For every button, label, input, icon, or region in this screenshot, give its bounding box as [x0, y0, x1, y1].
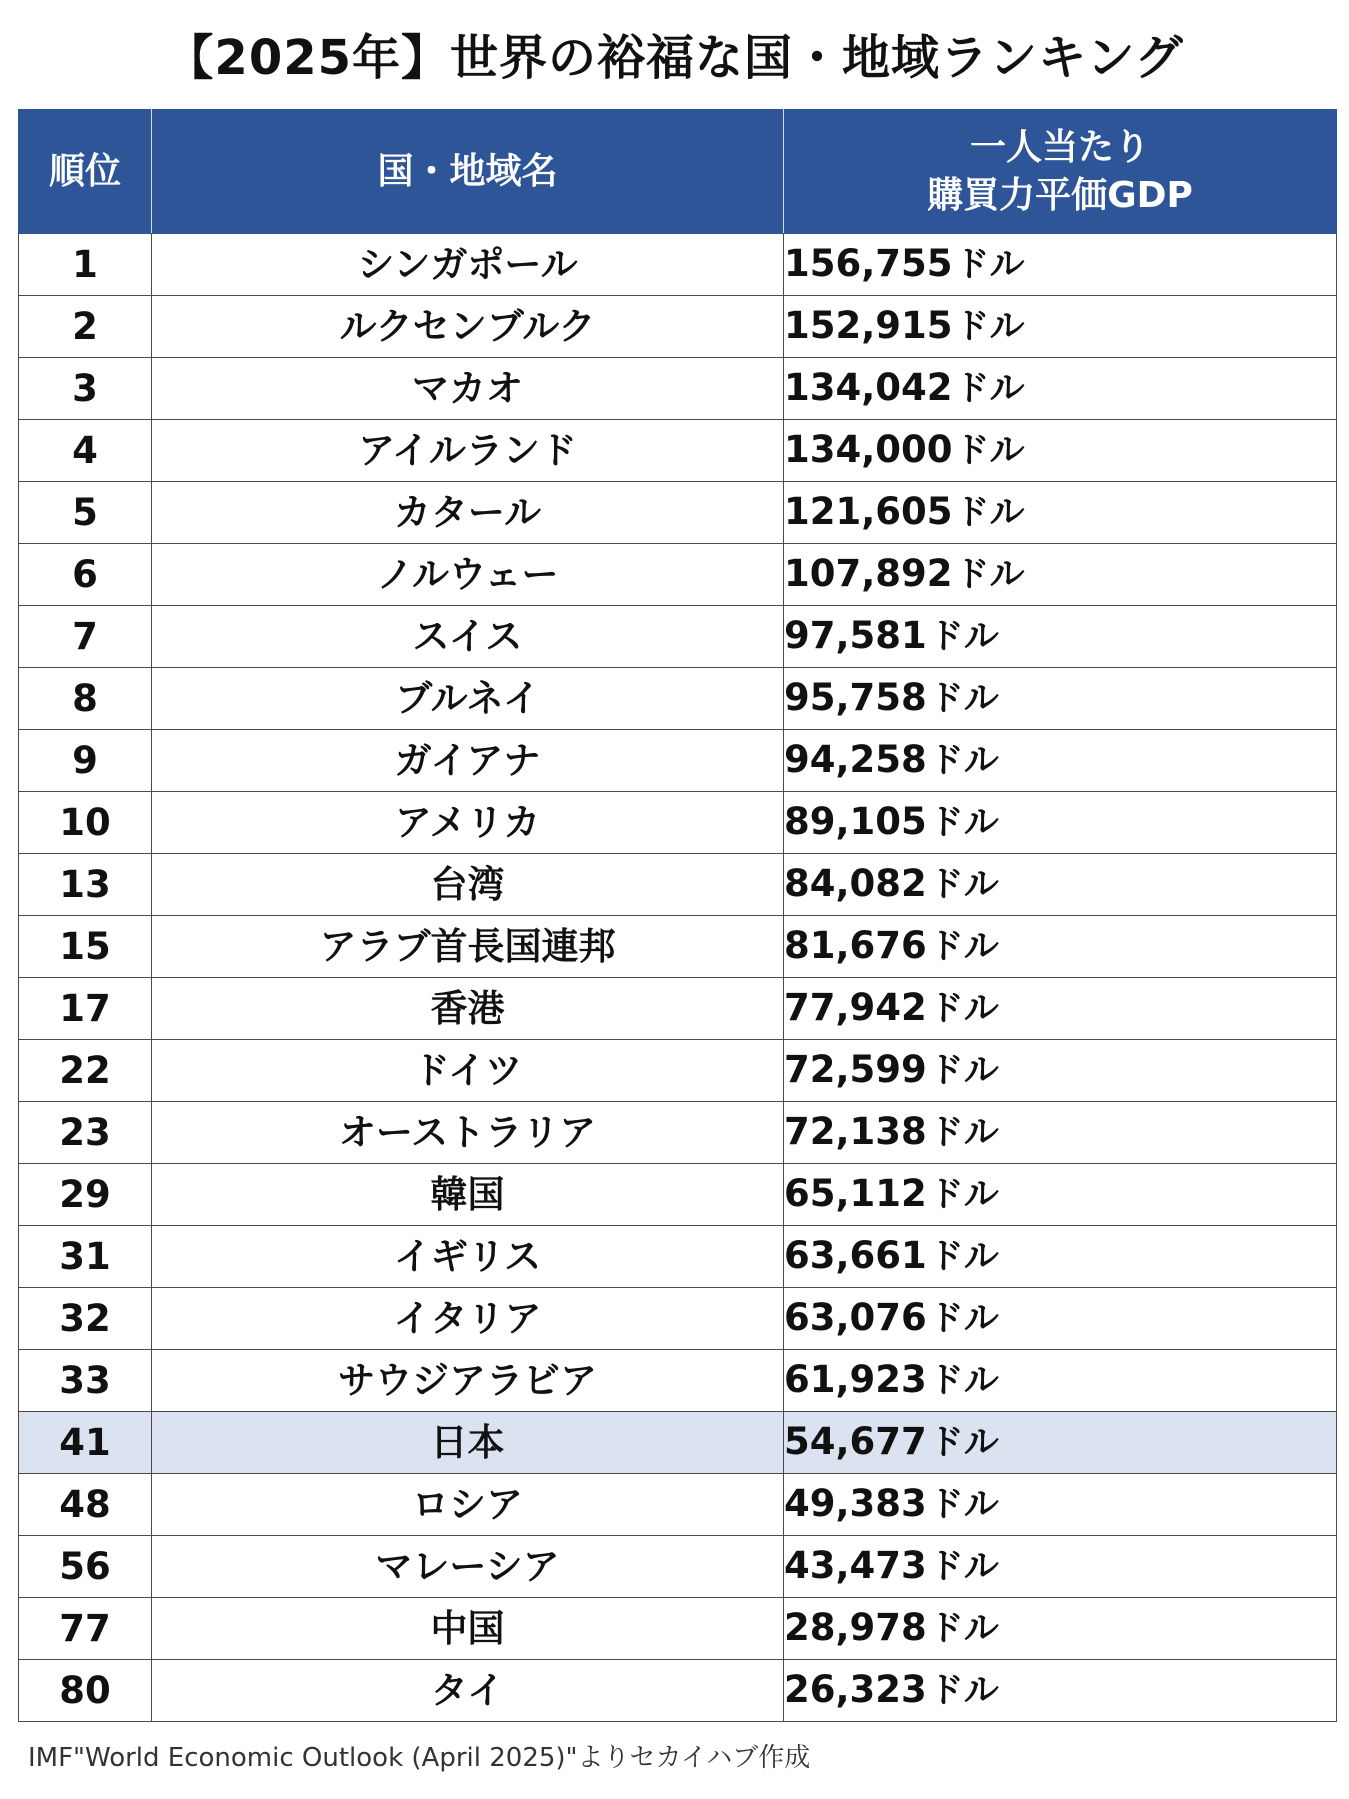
gdp-unit: ドル	[954, 245, 1025, 285]
gdp-cell	[784, 978, 1337, 1040]
gdp-unit: ドル	[928, 679, 999, 719]
table-row	[19, 1474, 1337, 1536]
gdp-value: 26,323	[784, 1668, 927, 1711]
gdp-cell	[784, 1412, 1337, 1474]
table-row	[19, 916, 1337, 978]
gdp-value: 49,383	[784, 1482, 927, 1525]
country-name-cell: 韓国	[152, 1164, 784, 1226]
gdp-cell	[784, 296, 1337, 358]
table-row	[19, 730, 1337, 792]
rank-cell: 10	[19, 792, 152, 854]
country-name-cell: ロシア	[152, 1474, 784, 1536]
rank-cell: 17	[19, 978, 152, 1040]
gdp-unit: ドル	[928, 741, 999, 781]
rank-cell: 13	[19, 854, 152, 916]
gdp-value: 63,076	[784, 1296, 927, 1339]
gdp-cell	[784, 1536, 1337, 1598]
rank-cell: 3	[19, 358, 152, 420]
table-row	[19, 668, 1337, 730]
rank-cell: 2	[19, 296, 152, 358]
gdp-unit: ドル	[954, 307, 1025, 347]
table-row	[19, 1040, 1337, 1102]
header-country: 国・地域名	[152, 110, 784, 234]
table-row	[19, 420, 1337, 482]
country-name-cell: ガイアナ	[152, 730, 784, 792]
table-row	[19, 358, 1337, 420]
gdp-value: 65,112	[784, 1172, 927, 1215]
country-name-cell: イギリス	[152, 1226, 784, 1288]
gdp-cell	[784, 854, 1337, 916]
gdp-unit: ドル	[954, 431, 1025, 471]
rank-cell: 23	[19, 1102, 152, 1164]
rank-cell: 41	[19, 1412, 152, 1474]
table-row	[19, 1226, 1337, 1288]
gdp-unit: ドル	[928, 989, 999, 1029]
table-row	[19, 1288, 1337, 1350]
rank-cell: 9	[19, 730, 152, 792]
ranking-table	[18, 109, 1337, 1722]
gdp-unit: ドル	[928, 803, 999, 843]
page-title: 【2025年】世界の裕福な国・地域ランキング	[165, 30, 1184, 86]
gdp-value: 54,677	[784, 1420, 927, 1463]
gdp-cell	[784, 606, 1337, 668]
header-rank: 順位	[19, 110, 152, 234]
gdp-unit: ドル	[928, 1113, 999, 1153]
gdp-value: 89,105	[784, 800, 927, 843]
country-name-cell: 香港	[152, 978, 784, 1040]
gdp-value: 43,473	[784, 1544, 927, 1587]
gdp-value: 107,892	[784, 552, 953, 595]
gdp-cell	[784, 358, 1337, 420]
country-name-cell: アメリカ	[152, 792, 784, 854]
gdp-value: 72,138	[784, 1110, 927, 1153]
gdp-unit: ドル	[928, 1361, 999, 1401]
gdp-value: 97,581	[784, 614, 927, 657]
country-name-cell: 日本	[152, 1412, 784, 1474]
gdp-value: 134,000	[784, 428, 953, 471]
table-row	[19, 978, 1337, 1040]
gdp-value: 77,942	[784, 986, 927, 1029]
rank-cell: 33	[19, 1350, 152, 1412]
rank-cell: 32	[19, 1288, 152, 1350]
table-row	[19, 482, 1337, 544]
gdp-unit: ドル	[954, 493, 1025, 533]
gdp-unit: ドル	[928, 1299, 999, 1339]
header-gdp	[784, 110, 1337, 234]
country-name-cell: ドイツ	[152, 1040, 784, 1102]
gdp-unit: ドル	[928, 1671, 999, 1711]
gdp-unit: ドル	[928, 617, 999, 657]
gdp-value: 28,978	[784, 1606, 927, 1649]
gdp-value: 95,758	[784, 676, 927, 719]
gdp-unit: ドル	[928, 1175, 999, 1215]
gdp-cell	[784, 792, 1337, 854]
rank-cell: 1	[19, 234, 152, 296]
gdp-value: 81,676	[784, 924, 927, 967]
gdp-unit: ドル	[954, 369, 1025, 409]
gdp-cell	[784, 1660, 1337, 1722]
country-name-cell: タイ	[152, 1660, 784, 1722]
country-name-cell: アイルランド	[152, 420, 784, 482]
gdp-cell	[784, 1164, 1337, 1226]
rank-cell: 6	[19, 544, 152, 606]
gdp-unit: ドル	[928, 1237, 999, 1277]
country-name-cell: ブルネイ	[152, 668, 784, 730]
rank-cell: 4	[19, 420, 152, 482]
rank-cell: 7	[19, 606, 152, 668]
table-row	[19, 1350, 1337, 1412]
country-name-cell: 台湾	[152, 854, 784, 916]
gdp-cell	[784, 544, 1337, 606]
gdp-unit: ドル	[928, 1423, 999, 1463]
header-gdp-line2: 購買力平価GDP	[927, 174, 1193, 216]
gdp-value: 63,661	[784, 1234, 927, 1277]
country-name-cell: オーストラリア	[152, 1102, 784, 1164]
gdp-cell	[784, 916, 1337, 978]
table-row	[19, 296, 1337, 358]
table-row	[19, 1598, 1337, 1660]
gdp-value: 72,599	[784, 1048, 927, 1091]
country-name-cell: 中国	[152, 1598, 784, 1660]
gdp-cell	[784, 1474, 1337, 1536]
rank-cell: 15	[19, 916, 152, 978]
rank-cell: 5	[19, 482, 152, 544]
rank-cell: 8	[19, 668, 152, 730]
rank-cell: 77	[19, 1598, 152, 1660]
gdp-unit: ドル	[928, 865, 999, 905]
table-header	[19, 110, 1337, 234]
table-row	[19, 606, 1337, 668]
table-row	[19, 1102, 1337, 1164]
table-row	[19, 792, 1337, 854]
country-name-cell: シンガポール	[152, 234, 784, 296]
gdp-value: 84,082	[784, 862, 927, 905]
gdp-unit: ドル	[928, 1485, 999, 1525]
country-name-cell: ルクセンブルク	[152, 296, 784, 358]
country-name-cell: カタール	[152, 482, 784, 544]
table-row	[19, 854, 1337, 916]
header-gdp-line1: 一人当たり	[969, 126, 1150, 168]
table-row	[19, 1536, 1337, 1598]
table-row	[19, 234, 1337, 296]
gdp-unit: ドル	[928, 927, 999, 967]
table-row	[19, 1412, 1337, 1474]
table-row	[19, 544, 1337, 606]
rank-cell: 48	[19, 1474, 152, 1536]
rank-cell: 31	[19, 1226, 152, 1288]
gdp-cell	[784, 668, 1337, 730]
header-row	[19, 110, 1337, 234]
rank-cell: 80	[19, 1660, 152, 1722]
gdp-cell	[784, 1040, 1337, 1102]
gdp-cell	[784, 234, 1337, 296]
table-row	[19, 1164, 1337, 1226]
rank-cell: 56	[19, 1536, 152, 1598]
rank-cell: 22	[19, 1040, 152, 1102]
country-name-cell: スイス	[152, 606, 784, 668]
gdp-cell	[784, 730, 1337, 792]
country-name-cell: イタリア	[152, 1288, 784, 1350]
country-name-cell: ノルウェー	[152, 544, 784, 606]
gdp-unit: ドル	[954, 555, 1025, 595]
gdp-cell	[784, 1598, 1337, 1660]
country-name-cell: マカオ	[152, 358, 784, 420]
gdp-value: 156,755	[784, 242, 953, 285]
gdp-value: 61,923	[784, 1358, 927, 1401]
gdp-unit: ドル	[928, 1609, 999, 1649]
gdp-unit: ドル	[928, 1051, 999, 1091]
gdp-value: 94,258	[784, 738, 927, 781]
gdp-cell	[784, 1226, 1337, 1288]
country-name-cell: サウジアラビア	[152, 1350, 784, 1412]
source-note: IMF"World Economic Outlook (April 2025)"よりセカイハブ作成	[28, 1743, 811, 1773]
table-body	[19, 234, 1337, 1722]
gdp-cell	[784, 1288, 1337, 1350]
country-name-cell: マレーシア	[152, 1536, 784, 1598]
gdp-value: 121,605	[784, 490, 953, 533]
gdp-cell	[784, 1102, 1337, 1164]
gdp-value: 134,042	[784, 366, 953, 409]
gdp-cell	[784, 420, 1337, 482]
gdp-cell	[784, 1350, 1337, 1412]
gdp-unit: ドル	[928, 1547, 999, 1587]
rank-cell: 29	[19, 1164, 152, 1226]
country-name-cell: アラブ首長国連邦	[152, 916, 784, 978]
table-row	[19, 1660, 1337, 1722]
gdp-value: 152,915	[784, 304, 953, 347]
gdp-cell	[784, 482, 1337, 544]
